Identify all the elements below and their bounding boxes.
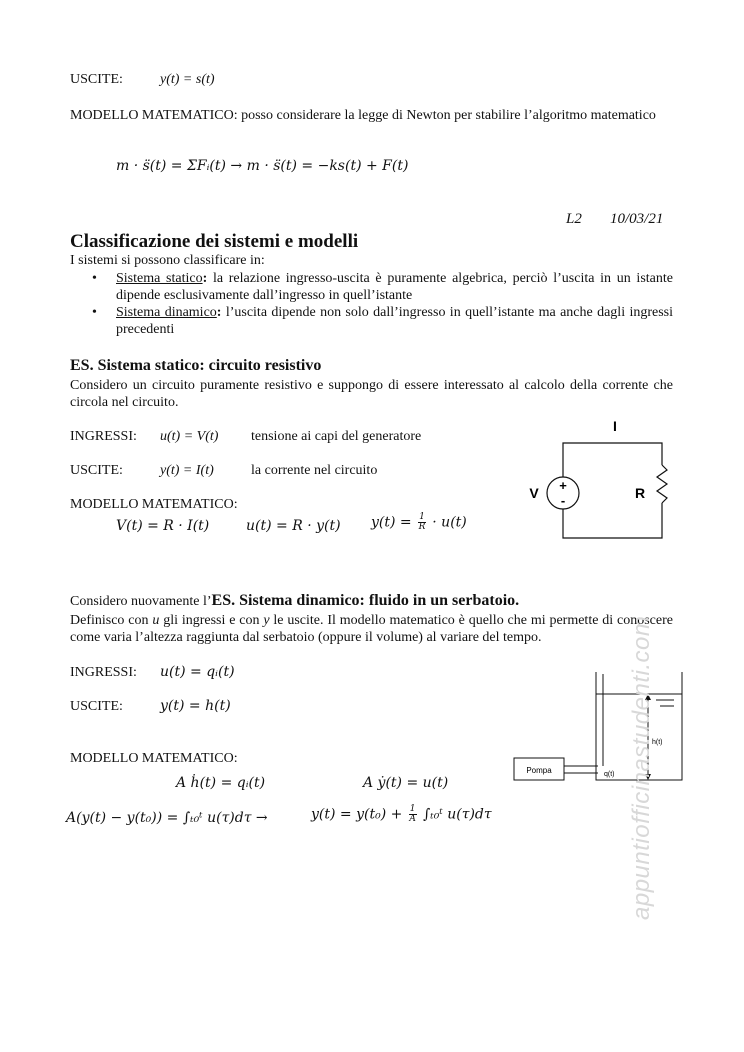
definition-text: la relazione ingresso-uscita è puramente algebrica, perciò l’uscita in un istante dipende esclusivamente dall’ingresso in quell’istante bbox=[116, 271, 673, 303]
dinamico-ingressi-label: INGRESSI: bbox=[70, 665, 137, 680]
desc-part: le uscite. Il modello matematico è quello che mi permette di conoscere come varia l’altezza raggiunta dal serbatoio (oppure il volume) al variare del tempo. bbox=[70, 613, 673, 645]
watermark-text: appuntiofficinastudenti.com bbox=[628, 615, 655, 920]
section-title-classificazione: Classificazione dei sistemi e modelli bbox=[70, 231, 359, 252]
dinamico-equation-1: A ḣ(t) = qᵢ(t) bbox=[176, 775, 266, 791]
desc-part: Definisco con bbox=[70, 613, 153, 628]
definition-text: l’uscita dipende non solo dall’ingresso in quell’istante ma anche dagli ingressi precedenti bbox=[116, 305, 673, 337]
fraction-denominator: A bbox=[409, 814, 416, 824]
eq4-right: ∫ₜ₀ᵗ u(τ)dτ bbox=[422, 806, 492, 823]
statico-equation-2: u(t) = R · y(t) bbox=[246, 518, 341, 534]
list-item bbox=[88, 304, 673, 338]
term-sistema-dinamico: Sistema dinamico bbox=[116, 305, 217, 320]
section-title-statico: ES. Sistema statico: circuito resistivo bbox=[70, 357, 322, 374]
statico-equation-3 bbox=[371, 513, 467, 532]
term-colon: : bbox=[216, 305, 222, 320]
dinamico-intro bbox=[70, 592, 519, 610]
dinamico-equation-2: A ẏ(t) = u(t) bbox=[363, 775, 449, 791]
lesson-date: 10/03/21 bbox=[610, 211, 664, 227]
resistive-circuit-diagram bbox=[520, 415, 680, 545]
resistor-label: R bbox=[634, 485, 646, 501]
classificazione-list bbox=[88, 270, 673, 338]
desc-y: y bbox=[263, 613, 270, 628]
voltage-label: V bbox=[529, 485, 539, 501]
uscite-equation-top: y(t) = s(t) bbox=[160, 72, 215, 87]
dinamico-intro-prefix: Considero nuovamente l’ bbox=[70, 594, 212, 609]
statico-modello-label: MODELLO MATEMATICO: bbox=[70, 497, 238, 512]
classificazione-intro: I sistemi si possono classificare in: bbox=[70, 253, 265, 268]
watermark bbox=[628, 540, 658, 920]
term-colon: : bbox=[202, 271, 208, 286]
current-label: I bbox=[613, 418, 617, 434]
modello-newton-text: MODELLO MATEMATICO: posso considerare la legge di Newton per stabilire l’algoritmo matematico bbox=[70, 108, 656, 123]
section-title-dinamico: ES. Sistema dinamico: fluido in un serbatoio. bbox=[211, 592, 520, 609]
statico-description: Considero un circuito puramente resistivo e suppongo di essere interessato al calcolo della corrente che circola nel circuito. bbox=[70, 378, 673, 410]
eq3-right: · u(t) bbox=[432, 514, 467, 531]
statico-ingressi-label: INGRESSI: bbox=[70, 429, 137, 444]
resistor-zigzag bbox=[657, 465, 667, 503]
dinamico-description bbox=[70, 612, 673, 646]
plus-sign: + bbox=[559, 478, 567, 493]
fraction-denominator: R bbox=[418, 522, 426, 532]
circuit-wire bbox=[563, 443, 662, 477]
uscite-label-top: USCITE: bbox=[70, 72, 123, 87]
fraction bbox=[409, 805, 417, 824]
desc-part: gli ingressi e con bbox=[159, 613, 264, 628]
fraction-numerator: 1 bbox=[409, 804, 416, 814]
dinamico-equation-4 bbox=[311, 805, 492, 824]
minus-sign: - bbox=[560, 493, 566, 508]
statico-equation-1: V(t) = R · I(t) bbox=[116, 518, 210, 534]
fraction bbox=[418, 513, 426, 532]
statico-uscite-description: la corrente nel circuito bbox=[251, 463, 378, 478]
newton-equation: m · s̈(t) = ΣFᵢ(t) → m · s̈(t) = −ks(t) + F(t) bbox=[116, 158, 409, 174]
dinamico-equation-3: A(y(t) − y(t₀)) = ∫ₜ₀ᵗ u(τ)dτ → bbox=[66, 810, 268, 826]
eq3-left: y(t) = bbox=[371, 514, 412, 531]
dinamico-modello-label: MODELLO MATEMATICO: bbox=[70, 751, 238, 766]
lesson-id: L2 bbox=[566, 211, 582, 227]
circuit-wire bbox=[563, 503, 662, 538]
pump-label: Pompa bbox=[526, 766, 552, 775]
desc-u: u bbox=[152, 613, 160, 628]
tank-diagram bbox=[508, 670, 688, 795]
dinamico-ingressi-equation: u(t) = qᵢ(t) bbox=[160, 664, 235, 680]
height-label: h(t) bbox=[652, 739, 663, 746]
term-sistema-statico: Sistema statico bbox=[116, 271, 203, 286]
flow-label: q(t) bbox=[604, 771, 615, 778]
statico-uscite-equation: y(t) = I(t) bbox=[160, 463, 214, 478]
statico-uscite-label: USCITE: bbox=[70, 463, 123, 478]
list-item bbox=[88, 270, 673, 304]
statico-ingressi-description: tensione ai capi del generatore bbox=[251, 429, 422, 444]
fraction-numerator: 1 bbox=[419, 512, 425, 522]
eq4-left: y(t) = y(t₀) + bbox=[311, 806, 403, 823]
dinamico-uscite-label: USCITE: bbox=[70, 699, 123, 714]
statico-ingressi-equation: u(t) = V(t) bbox=[160, 429, 219, 444]
dinamico-uscite-equation: y(t) = h(t) bbox=[160, 698, 231, 714]
